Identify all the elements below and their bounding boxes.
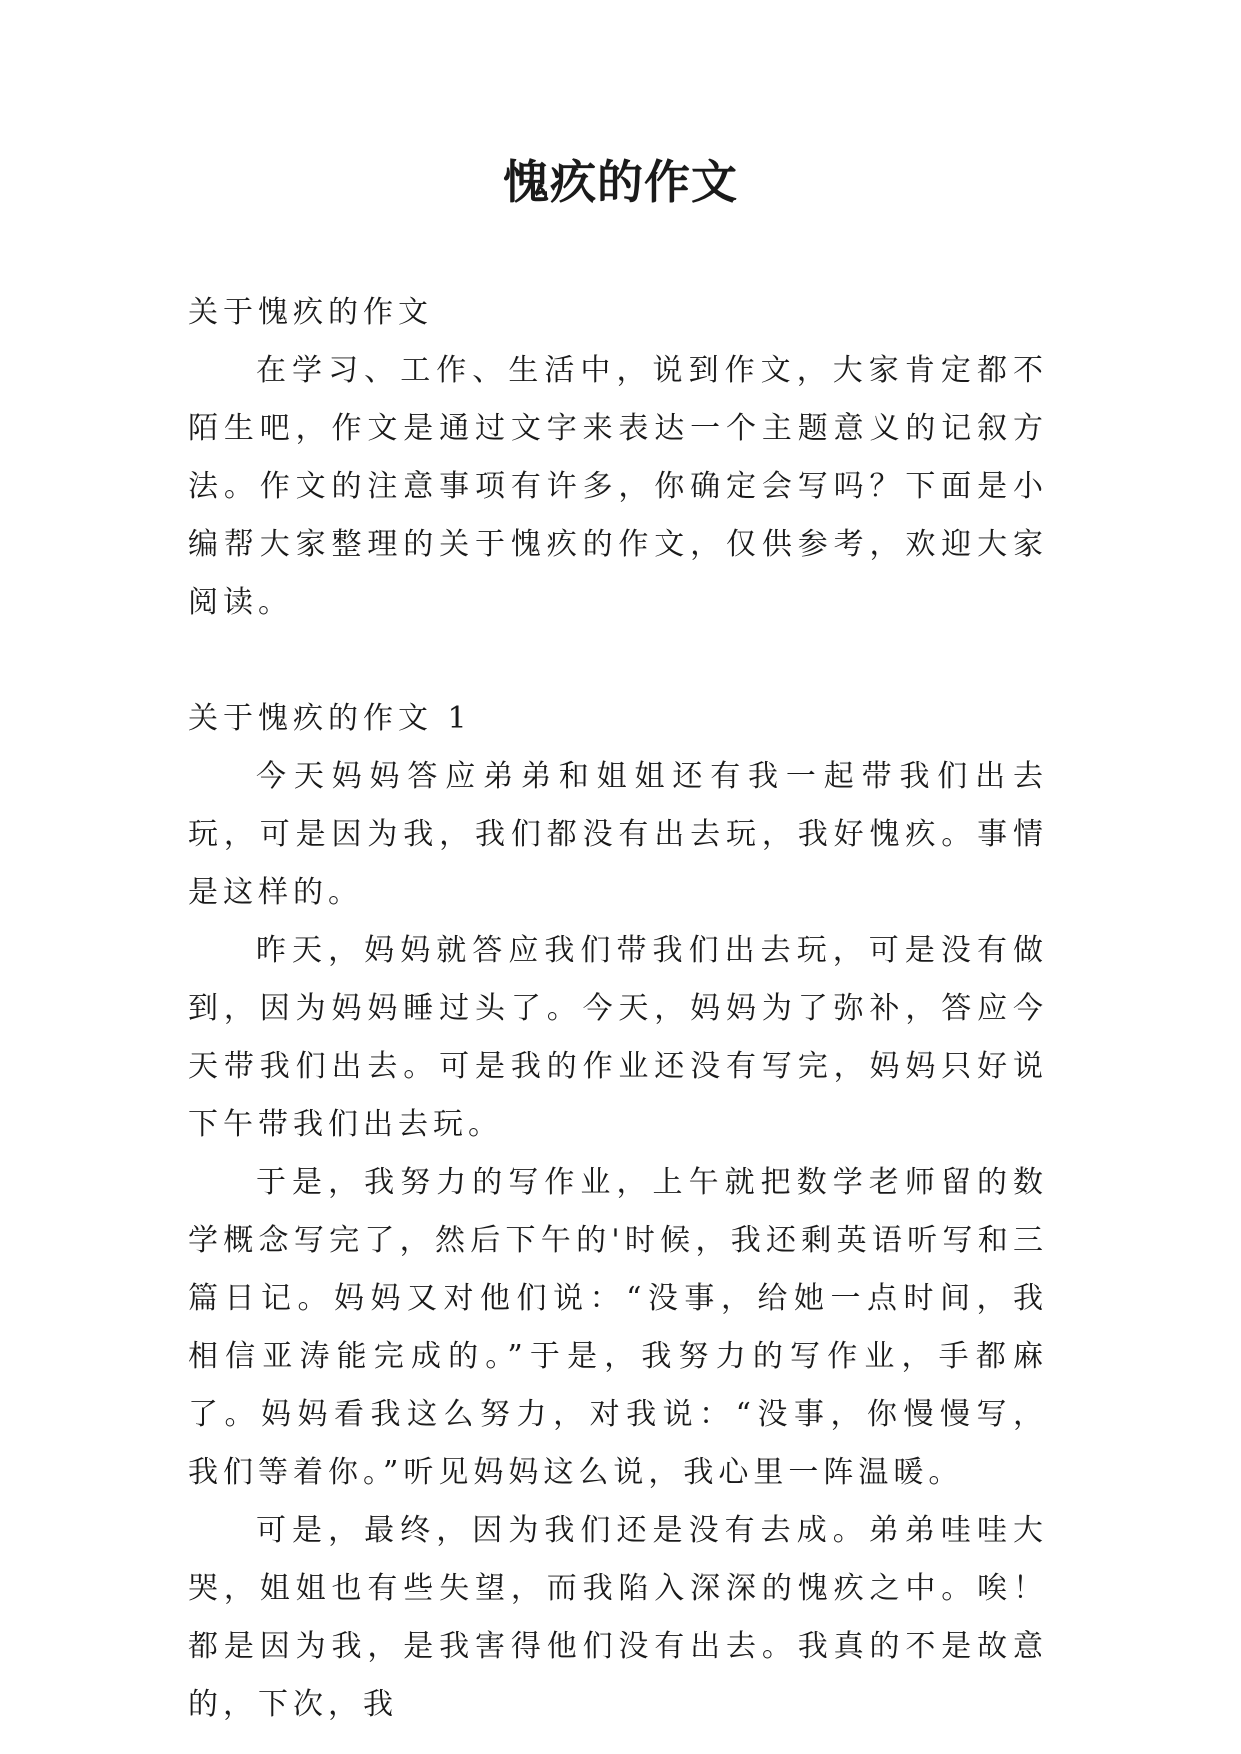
document-title: 愧疚的作文 — [503, 155, 738, 209]
essay1-paragraph-1: 今天妈妈答应弟弟和姐姐还有我一起带我们出去玩，可是因为我，我们都没有出去玩，我好愧疚。事情是这样的。 — [188, 759, 1048, 910]
essay1-heading: 关于愧疚的作文 1 — [188, 701, 472, 736]
essay1-paragraph-4: 可是，最终，因为我们还是没有去成。弟弟哇哇大哭，姐姐也有些失望，而我陷入深深的愧疚之中。唉！都是因为我，是我害得他们没有出去。我真的不是故意的，下次，我 — [188, 1513, 1048, 1722]
intro-heading: 关于愧疚的作文 — [188, 295, 433, 330]
essay1-paragraph-3: 于是，我努力的写作业，上午就把数学老师留的数学概念写完了，然后下午的'时候，我还剩英语听写和三篇日记。妈妈又对他们说：“没事，给她一点时间，我相信亚涛能完成的。”于是，我努力的写作业，手都麻了。妈妈看我这么努力，对我说：“没事，你慢慢写，我们等着你。”听见妈妈这么说，我心里一阵温暖。 — [188, 1165, 1048, 1490]
section-spacer — [188, 632, 1048, 690]
essay1-paragraph-2: 昨天，妈妈就答应我们带我们出去玩，可是没有做到，因为妈妈睡过头了。今天，妈妈为了弥补，答应今天带我们出去。可是我的作业还没有写完，妈妈只好说下午带我们出去玩。 — [188, 933, 1048, 1142]
intro-paragraph: 在学习、工作、生活中，说到作文，大家肯定都不陌生吧，作文是通过文字来表达一个主题意义的记叙方法。作文的注意事项有许多，你确定会写吗？下面是小编帮大家整理的关于愧疚的作文，仅供参考，欢迎大家阅读。 — [188, 353, 1048, 620]
document-body — [188, 284, 1048, 1734]
